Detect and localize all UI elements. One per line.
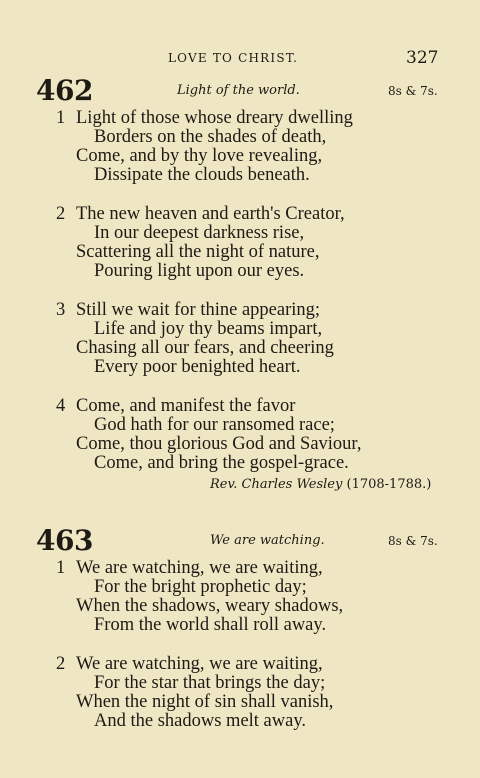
verse-line: Every poor benighted heart. [94, 357, 301, 377]
verse-line: From the world shall roll away. [94, 615, 327, 635]
verse-line: Come, and by thy love revealing, [76, 146, 323, 166]
verse-line: Come, and manifest the favor [76, 396, 296, 416]
running-head [0, 48, 480, 72]
verse-line: Still we wait for thine appearing; [76, 300, 321, 320]
verse-number: 2 [56, 204, 66, 224]
author-dates: (1708-1788.) [346, 477, 432, 492]
verse-line: Borders on the shades of death, [94, 127, 327, 147]
verse-line: The new heaven and earth's Creator, [76, 204, 345, 224]
verse-line: Dissipate the clouds beneath. [94, 165, 310, 185]
hymn-number: 463 [36, 524, 93, 557]
attribution [210, 477, 431, 492]
verse-line: Pouring light upon our eyes. [94, 261, 305, 281]
verse-number: 2 [56, 654, 66, 674]
verse-line: For the bright prophetic day; [94, 577, 307, 597]
verse-line: God hath for our ransomed race; [94, 415, 335, 435]
verse-line: We are watching, we are waiting, [76, 654, 323, 674]
hymn-meter: 8s & 7s. [388, 534, 438, 548]
verse-number: 1 [56, 108, 66, 128]
verse-line: When the shadows, weary shadows, [76, 596, 344, 616]
verse-line: Come, and bring the gospel-grace. [94, 453, 349, 473]
hymn-title: Light of the world. [177, 83, 300, 98]
verse-number: 4 [56, 396, 66, 416]
verse-line: Chasing all our fears, and cheering [76, 338, 334, 358]
hymn-header-462 [0, 74, 480, 110]
verse-line: Light of those whose dreary dwelling [76, 108, 353, 128]
hymn-meter: 8s & 7s. [388, 84, 438, 98]
hymn-header-463 [0, 524, 480, 560]
hymn-number: 462 [36, 74, 93, 107]
verse-line: When the night of sin shall vanish, [76, 692, 334, 712]
running-title: LOVE TO CHRIST. [168, 51, 299, 65]
hymn-title: We are watching. [210, 533, 325, 548]
verse-line: Life and joy thy beams impart, [94, 319, 323, 339]
author-name: Rev. Charles Wesley [210, 477, 343, 492]
verse-line: Come, thou glorious God and Saviour, [76, 434, 362, 454]
verse-line: For the star that brings the day; [94, 673, 326, 693]
verse-line: In our deepest darkness rise, [94, 223, 305, 243]
verse-line: And the shadows melt away. [94, 711, 307, 731]
verse-line: We are watching, we are waiting, [76, 558, 323, 578]
page-number: 327 [406, 48, 439, 68]
verse-number: 1 [56, 558, 66, 578]
verse-number: 3 [56, 300, 66, 320]
verse-line: Scattering all the night of nature, [76, 242, 320, 262]
